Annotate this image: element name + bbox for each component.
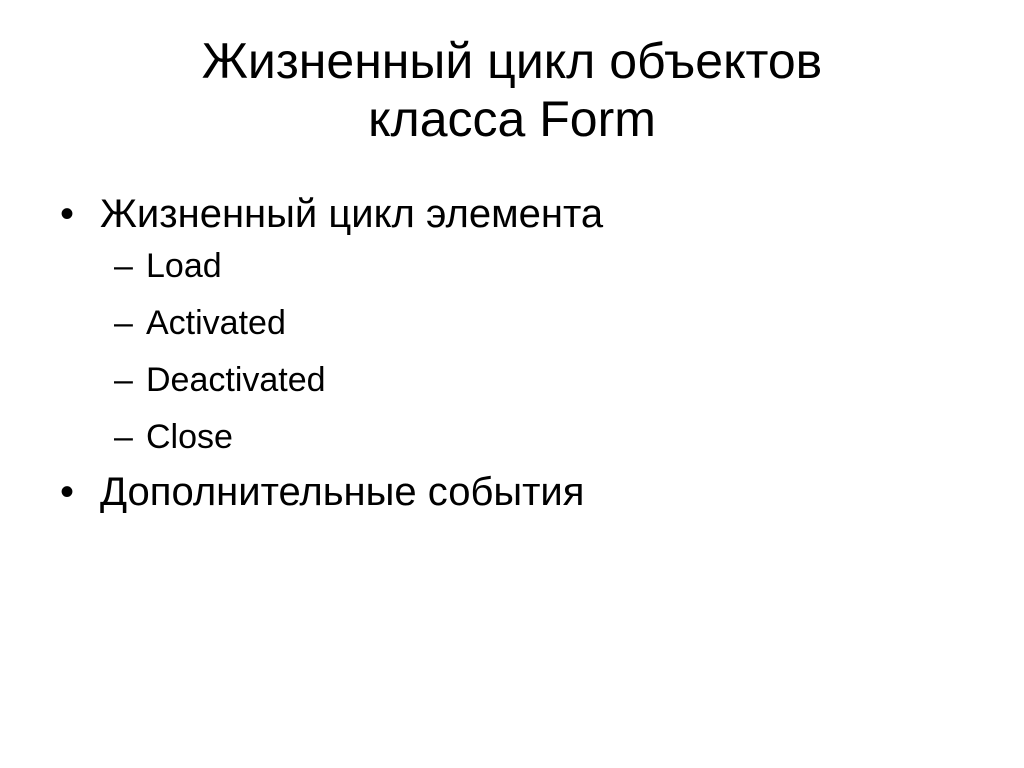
title-line-2: класса Form	[368, 91, 656, 147]
bullet-text: Жизненный цикл элемента	[100, 192, 604, 236]
bullet-marker: •	[60, 192, 75, 236]
bullet-item	[60, 468, 1000, 516]
sub-bullet-item	[114, 417, 1000, 457]
slide-title	[0, 32, 1024, 148]
sub-bullet-text: Load	[146, 247, 222, 285]
sub-bullet-text: Deactivated	[146, 361, 326, 399]
sub-bullet-list	[114, 246, 1000, 457]
dash-marker: –	[114, 304, 133, 342]
dash-marker: –	[114, 418, 133, 456]
bullet-list	[60, 190, 1000, 516]
dash-marker: –	[114, 361, 133, 399]
sub-bullet-item	[114, 246, 1000, 286]
sub-bullet-text: Activated	[146, 304, 286, 342]
title-line-1: Жизненный цикл объектов	[201, 33, 823, 89]
bullet-item	[60, 190, 1000, 238]
bullet-marker: •	[60, 470, 75, 514]
sub-bullet-text: Close	[146, 418, 233, 456]
sub-bullet-item	[114, 303, 1000, 343]
sub-bullet-item	[114, 360, 1000, 400]
dash-marker: –	[114, 247, 133, 285]
bullet-text: Дополнительные события	[100, 470, 585, 514]
